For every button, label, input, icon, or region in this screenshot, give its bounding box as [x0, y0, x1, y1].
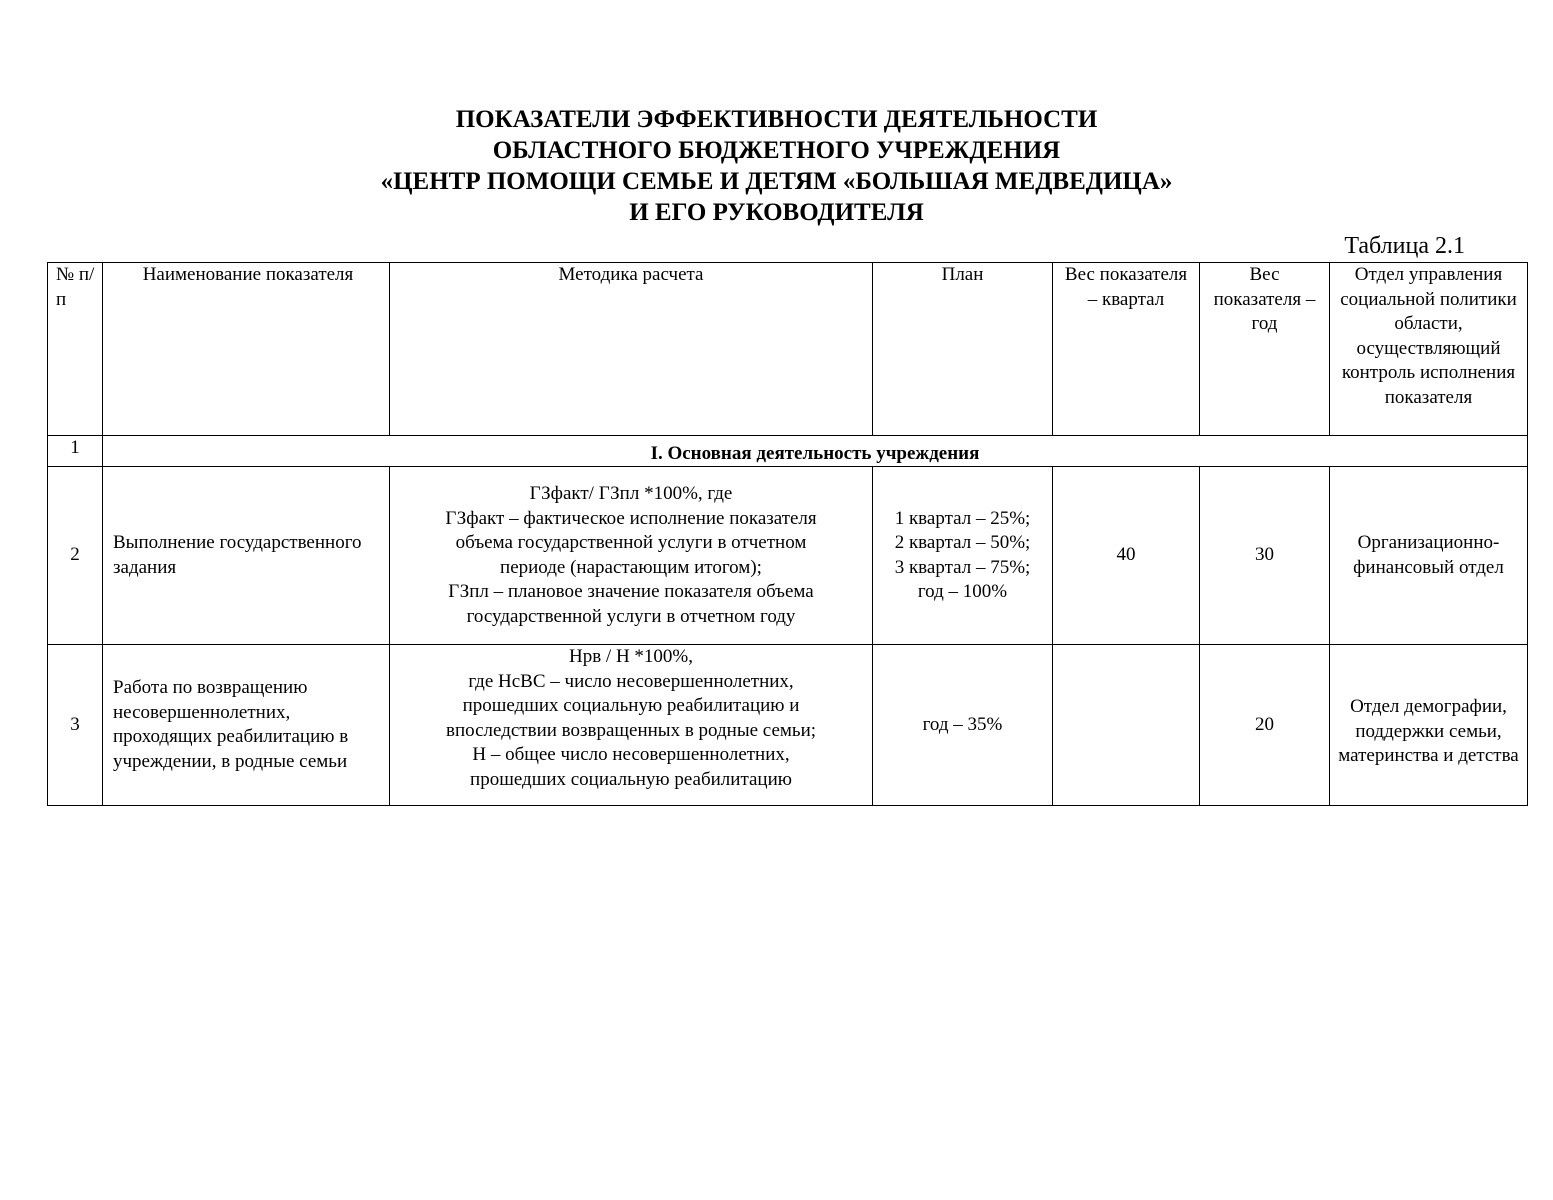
title-line-2: ОБЛАСТНОГО БЮДЖЕТНОГО УЧРЕЖДЕНИЯ: [492, 137, 1061, 164]
title-line-4: И ЕГО РУКОВОДИТЕЛЯ: [629, 199, 924, 226]
row-plan: [873, 645, 1053, 806]
method-line: прошедших социальную реабилитацию: [470, 768, 792, 790]
plan-line: год – 35%: [922, 713, 1003, 735]
method-line: ГЗфакт/ ГЗпл *100%, где: [529, 483, 733, 504]
row-name: Выполнение государственного задания: [103, 467, 390, 645]
table-row: [48, 645, 1528, 806]
section-num: 1: [48, 436, 103, 467]
header-method: Методика расчета: [390, 263, 873, 436]
header-weight-quarter: Вес показателя – квартал: [1053, 263, 1200, 436]
method-line: периоде (нарастающим итогом);: [500, 556, 762, 578]
header-weight-year: Вес показателя – год: [1200, 263, 1330, 436]
plan-line: год – 100%: [917, 581, 1008, 602]
method-line: объема государственной услуги в отчетном: [455, 532, 807, 553]
row-weight-year: 20: [1200, 645, 1330, 806]
header-department: Отдел управления социальной политики области, осуществляющий контроль исполнения показателя: [1330, 263, 1528, 436]
table-header-row: [48, 263, 1528, 436]
row-name: Работа по возвращению несовершеннолетних, проходящих реабилитацию в учреждении, в родные семьи: [103, 645, 390, 806]
row-weight-quarter: 40: [1053, 467, 1200, 645]
method-line: где НсВС – число несовершеннолетних,: [468, 670, 794, 692]
header-name: Наименование показателя: [103, 263, 390, 436]
table-row: [48, 467, 1528, 645]
row-num: 3: [48, 645, 103, 806]
plan-line: 2 квартал – 50%;: [894, 532, 1031, 553]
row-num: 2: [48, 467, 103, 645]
row-weight-year: 30: [1200, 467, 1330, 645]
plan-line: 1 квартал – 25%;: [894, 507, 1031, 529]
method-line: ГЗфакт – фактическое исполнение показателя: [445, 507, 817, 529]
section-title: I. Основная деятельность учреждения: [103, 436, 1528, 467]
method-line: ГЗпл – плановое значение показателя объема: [448, 581, 814, 602]
row-plan: [873, 467, 1053, 645]
row-department: Организационно-финансовый отдел: [1330, 467, 1528, 645]
method-line: прошедших социальную реабилитацию и: [462, 695, 800, 716]
section-row: [48, 436, 1528, 467]
row-method: [390, 467, 873, 645]
row-department: Отдел демографии, поддержки семьи, материнства и детства: [1330, 645, 1528, 806]
table-label: Таблица 2.1: [1344, 233, 1465, 259]
title-line-3: «ЦЕНТР ПОМОЩИ СЕМЬЕ И ДЕТЯМ «БОЛЬШАЯ МЕДВЕДИЦА»: [380, 168, 1173, 195]
row-method: [390, 645, 873, 806]
title-line-1: ПОКАЗАТЕЛИ ЭФФЕКТИВНОСТИ ДЕЯТЕЛЬНОСТИ: [455, 106, 1098, 133]
document-title: [0, 104, 1553, 228]
header-num: № п/п: [48, 263, 103, 436]
method-line: впоследствии возвращенных в родные семьи;: [445, 719, 817, 741]
header-plan: План: [873, 263, 1053, 436]
plan-line: 3 квартал – 75%;: [894, 556, 1031, 578]
method-line: государственной услуги в отчетном году: [466, 605, 796, 627]
row-weight-quarter: [1053, 645, 1200, 806]
method-line: Нрв / Н *100%,: [568, 646, 694, 667]
indicators-table: [47, 262, 1528, 806]
method-line: Н – общее число несовершеннолетних,: [472, 744, 790, 765]
